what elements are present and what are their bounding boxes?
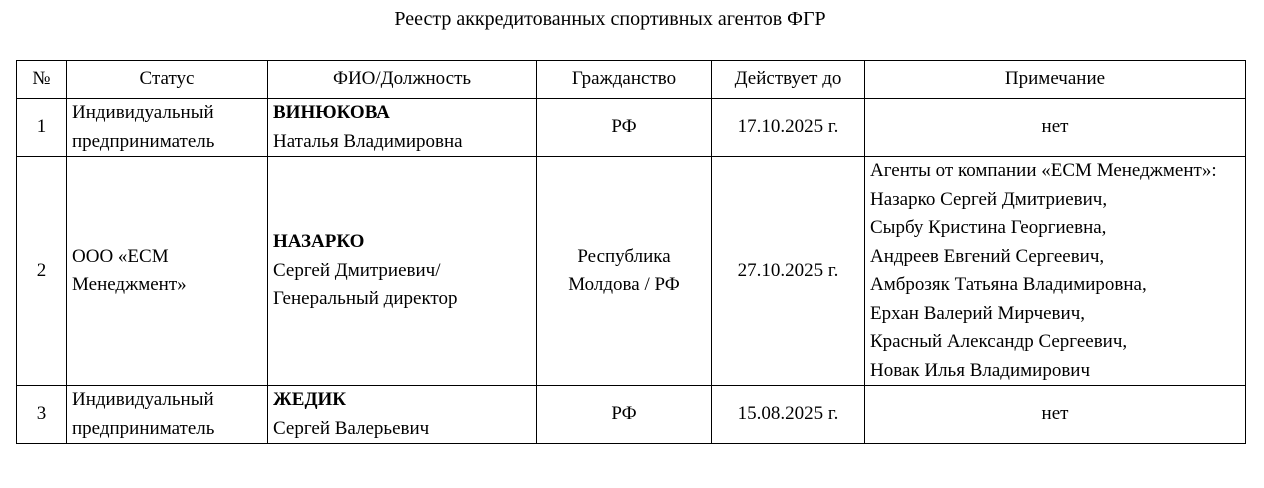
note-line: Сырбу Кристина Георгиевна, (870, 217, 1107, 238)
document-title: Реестр аккредитованных спортивных агентов ФГР (394, 8, 826, 30)
column-header-number: № (17, 61, 67, 99)
row-full-name (268, 157, 537, 386)
row-number: 3 (17, 386, 67, 444)
agent-surname: ВИНЮКОВА (273, 102, 390, 123)
note-line: Красный Александр Сергеевич, (870, 331, 1128, 352)
note-line: Назарко Сергей Дмитриевич, (870, 188, 1108, 210)
row-citizenship: РФ (537, 386, 712, 444)
row-note (865, 157, 1246, 386)
row-citizenship: РФ (537, 99, 712, 157)
note-line: Ерхан Валерий Мирчевич, (870, 302, 1086, 324)
agent-name: Сергей Валерьевич (273, 417, 430, 439)
agent-surname: ЖЕДИК (273, 389, 347, 410)
row-valid-until: 15.08.2025 г. (712, 386, 865, 444)
column-header-note: Примечание (865, 61, 1246, 99)
table-row (17, 157, 1246, 386)
table-row (17, 386, 1246, 444)
table-header-row (17, 61, 1246, 99)
note-line: Новак Илья Владимирович (870, 359, 1091, 381)
row-status: Индивидуальный предприниматель (67, 386, 268, 444)
row-note (865, 386, 1246, 444)
column-header-valid-until: Действует до (712, 61, 865, 99)
row-valid-until: 27.10.2025 г. (712, 157, 865, 386)
agent-name: Сергей Дмитриевич/Генеральный директор (273, 259, 458, 310)
agent-name: Наталья Владимировна (273, 130, 463, 152)
row-number: 1 (17, 99, 67, 157)
note-line: Амброзяк Татьяна Владимировна, (870, 274, 1147, 295)
table-row (17, 99, 1246, 157)
row-status: ООО «ЕСМ Менеджмент» (67, 157, 268, 386)
agents-registry-table (16, 60, 1246, 444)
column-header-status: Статус (67, 61, 268, 99)
agent-surname: НАЗАРКО (273, 231, 365, 253)
column-header-full-name: ФИО/Должность (268, 61, 537, 99)
row-full-name (268, 386, 537, 444)
row-valid-until: 17.10.2025 г. (712, 99, 865, 157)
row-number: 2 (17, 157, 67, 386)
note-line: Андреев Евгений Сергеевич, (870, 245, 1105, 267)
note-line: нет (1041, 403, 1069, 425)
column-header-citizenship: Гражданство (537, 61, 712, 99)
row-note (865, 99, 1246, 157)
note-line: Агенты от компании «ЕСМ Менеджмент»: (870, 160, 1217, 181)
row-status: Индивидуальный предприниматель (67, 99, 268, 157)
note-line: нет (1041, 116, 1069, 138)
row-full-name (268, 99, 537, 157)
row-citizenship: Республика Молдова / РФ (537, 157, 712, 386)
